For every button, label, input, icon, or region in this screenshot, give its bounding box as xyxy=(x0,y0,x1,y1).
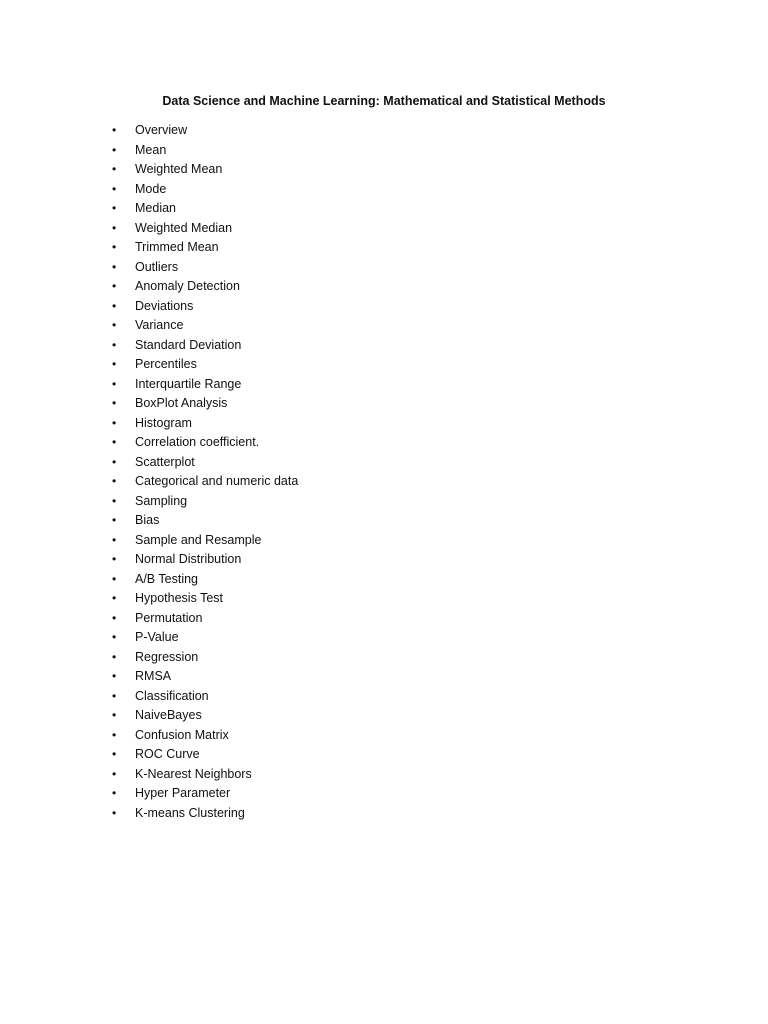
list-item-label: Regression xyxy=(135,649,199,664)
list-item-label: Anomaly Detection xyxy=(135,279,240,293)
list-item-label: Classification xyxy=(135,688,209,703)
list-item-label: Categorical and numeric data xyxy=(135,474,299,488)
bullet-icon: • xyxy=(112,669,117,683)
bullet-icon: • xyxy=(112,259,117,274)
list-item-label: Correlation coefficient. xyxy=(135,435,260,449)
list-item-label: Sampling xyxy=(135,493,188,508)
list-item-label: Hypothesis Test xyxy=(135,591,224,605)
list-item-label: ROC Curve xyxy=(135,747,200,761)
list-item-label: Bias xyxy=(135,513,160,527)
bullet-icon: • xyxy=(112,298,117,313)
bullet-icon: • xyxy=(112,571,117,586)
list-item-label: Weighted Median xyxy=(135,220,233,235)
bullet-icon: • xyxy=(112,415,117,430)
bullet-icon: • xyxy=(112,181,117,196)
bullet-icon: • xyxy=(112,688,117,703)
list-item-label: Scatterplot xyxy=(135,454,195,469)
bullet-icon: • xyxy=(112,123,117,137)
bullet-icon: • xyxy=(112,610,117,625)
list-item-label: Variance xyxy=(135,318,184,332)
bullet-icon: • xyxy=(112,396,117,410)
list-item-label: A/B Testing xyxy=(135,571,199,586)
bullet-icon: • xyxy=(112,630,117,644)
bullet-icon: • xyxy=(112,552,117,566)
list-item-label: Percentiles xyxy=(135,357,197,371)
bullet-icon: • xyxy=(112,318,117,332)
list-item-label: Mean xyxy=(135,142,167,157)
list-item-label: K-Nearest Neighbors xyxy=(135,766,252,781)
list-item-label: Sample and Resample xyxy=(135,532,262,547)
bullet-icon: • xyxy=(112,454,117,469)
list-item-label: BoxPlot Analysis xyxy=(135,396,228,410)
list-item-label: Median xyxy=(135,201,176,215)
bullet-icon: • xyxy=(112,532,117,547)
bullet-icon: • xyxy=(112,435,117,449)
list-item-label: NaiveBayes xyxy=(135,708,202,722)
list-item-label: Permutation xyxy=(135,610,203,625)
bullet-icon: • xyxy=(112,201,117,215)
bullet-icon: • xyxy=(112,649,117,664)
list-item-label: P-Value xyxy=(135,630,179,644)
bullet-icon: • xyxy=(112,747,117,761)
bullet-icon: • xyxy=(112,279,117,293)
bullet-icon: • xyxy=(112,708,117,722)
list-item-label: Trimmed Mean xyxy=(135,240,219,254)
bullet-icon: • xyxy=(112,162,117,176)
bullet-icon: • xyxy=(112,357,117,371)
bullet-icon: • xyxy=(112,376,117,391)
bullet-icon: • xyxy=(112,513,117,527)
bullet-icon: • xyxy=(112,493,117,508)
list-item-label: Standard Deviation xyxy=(135,337,242,352)
document-title: Data Science and Machine Learning: Mathematical and Statistical Methods xyxy=(162,94,606,108)
list-item-label: Histogram xyxy=(135,415,192,430)
bullet-icon: • xyxy=(112,142,117,157)
list-item-label: K-means Clustering xyxy=(135,805,245,820)
list-item-label: Mode xyxy=(135,181,167,196)
bullet-icon: • xyxy=(112,766,117,781)
list-item-label: Overview xyxy=(135,123,188,137)
list-item-label: Normal Distribution xyxy=(135,552,242,566)
bullet-icon: • xyxy=(112,474,117,488)
list-item-label: Hyper Parameter xyxy=(135,786,231,800)
bullet-icon: • xyxy=(112,727,117,742)
bullet-icon: • xyxy=(112,786,117,800)
bullet-icon: • xyxy=(112,220,117,235)
list-item-label: Weighted Mean xyxy=(135,162,223,176)
bullet-icon: • xyxy=(112,240,117,254)
list-item-label: Deviations xyxy=(135,298,194,313)
list-item-label: Interquartile Range xyxy=(135,376,242,391)
list-item-label: Outliers xyxy=(135,259,179,274)
list-item-label: RMSA xyxy=(135,669,172,683)
list-item-label: Confusion Matrix xyxy=(135,727,229,742)
bullet-icon: • xyxy=(112,591,117,605)
bullet-icon: • xyxy=(112,337,117,352)
bullet-icon: • xyxy=(112,805,117,820)
